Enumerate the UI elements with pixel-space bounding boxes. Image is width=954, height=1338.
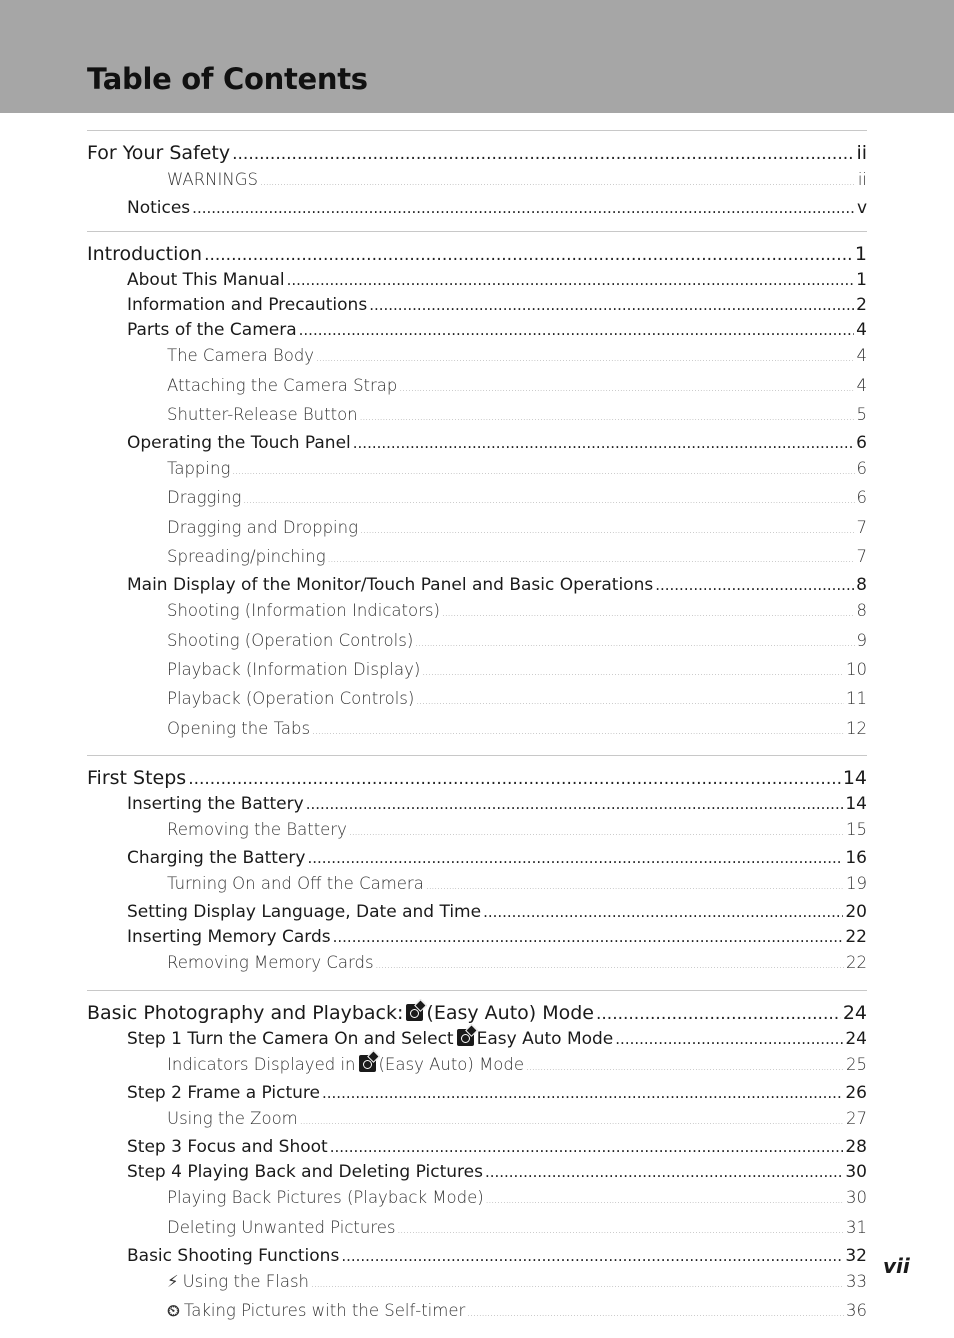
dot-leader — [596, 1002, 841, 1027]
toc-entry[interactable] — [87, 766, 867, 792]
toc-entry-title — [127, 846, 305, 871]
toc-entry-page: 25 — [846, 1054, 867, 1074]
dot-leader — [483, 900, 843, 925]
toc-entry-title — [127, 900, 481, 925]
toc-entry-title-text: Basic Photography and Playback: — [87, 1001, 404, 1024]
dot-leader — [485, 1160, 843, 1185]
toc-entry-title-text: Step 4 Playing Back and Deleting Pictures — [127, 1162, 483, 1183]
toc-entry[interactable] — [87, 657, 867, 686]
toc-entry-title-text: WARNINGS — [167, 170, 258, 189]
toc-entry-title-text: (Easy Auto) Mode — [378, 1054, 525, 1074]
toc-entry-page: 19 — [846, 874, 867, 894]
toc-entry-page: 28 — [845, 1137, 867, 1158]
toc-entry-title-text: (Easy Auto) Mode — [426, 1001, 594, 1024]
toc-entry-title — [127, 293, 367, 318]
dot-leader — [349, 821, 844, 846]
dot-leader — [360, 519, 855, 544]
toc-entry-page: 22 — [846, 953, 867, 973]
toc-entry[interactable] — [87, 1106, 867, 1135]
toc-entry-title — [167, 871, 424, 896]
toc-entry-title-text: Playing Back Pictures (Playback Mode) — [167, 1188, 484, 1208]
toc-entry[interactable] — [87, 318, 867, 343]
toc-entry-title-text: Shooting (Operation Controls) — [167, 630, 414, 650]
toc-entry[interactable] — [87, 1081, 867, 1106]
toc-entry-title-text: Shutter-Release Button — [167, 404, 358, 424]
toc-entry[interactable] — [87, 373, 867, 402]
toc-entry[interactable] — [87, 1135, 867, 1160]
toc-entry-title — [127, 1160, 483, 1185]
dot-leader — [260, 171, 856, 196]
toc-entry-page: 24 — [845, 1028, 867, 1049]
toc-entry-title — [127, 1244, 339, 1269]
dot-leader — [369, 293, 854, 318]
toc-entry-title — [127, 268, 285, 293]
dot-leader — [398, 1219, 844, 1244]
toc-entry-title-text: Removing Memory Cards — [167, 953, 374, 973]
toc-entry[interactable] — [87, 925, 867, 950]
dot-leader — [306, 792, 844, 817]
toc-entry-page: 16 — [845, 848, 867, 869]
toc-entry-page: 31 — [846, 1217, 867, 1237]
toc-entry-page: 11 — [846, 689, 867, 709]
toc-entry-page: 12 — [846, 718, 867, 738]
toc-entry-title — [167, 167, 258, 192]
toc-entry-page: 36 — [846, 1301, 867, 1321]
dot-leader — [328, 548, 855, 573]
toc-entry-title — [167, 716, 310, 741]
toc-entry[interactable] — [87, 573, 867, 598]
dot-leader — [655, 573, 854, 598]
toc-entry-page: ii — [856, 142, 867, 164]
toc-entry-title-text: Shooting (Information Indicators) — [167, 601, 440, 621]
toc-entry-page: 30 — [846, 1188, 867, 1208]
toc-entry[interactable] — [87, 343, 867, 372]
dot-leader — [307, 846, 843, 871]
toc-section — [87, 755, 867, 990]
dot-leader — [426, 875, 844, 900]
toc-entry-title — [87, 141, 230, 166]
toc-entry-title — [167, 1052, 524, 1077]
dot-leader — [360, 406, 855, 431]
toc-entry-title-text: Indicators Displayed in — [167, 1054, 356, 1074]
toc-entry-title-text: Easy Auto Mode — [476, 1028, 614, 1049]
toc-entry-title-text: Basic Shooting Functions — [127, 1245, 340, 1266]
toc-entry-title-text: Using the Zoom — [167, 1109, 298, 1129]
toc-entry[interactable] — [87, 431, 867, 456]
toc-entry-title — [167, 657, 420, 682]
toc-entry-title — [167, 373, 397, 398]
toc-entry[interactable] — [87, 196, 867, 221]
toc-entry-page: 7 — [856, 517, 867, 537]
toc-entry-title — [167, 1269, 309, 1294]
toc-entry-title-text: Dragging and Dropping — [167, 517, 358, 537]
dot-leader — [330, 1135, 844, 1160]
toc-entry-title-text: Inserting Memory Cards — [127, 927, 331, 948]
toc-entry-title-text: Information and Precautions — [127, 295, 368, 316]
toc-entry-page: 8 — [856, 601, 867, 621]
toc-entry-title — [167, 1185, 484, 1210]
dot-leader — [232, 142, 854, 167]
toc-entry[interactable] — [87, 1244, 867, 1269]
easy-auto-mode-icon — [359, 1055, 376, 1072]
dot-leader — [422, 661, 844, 686]
page-title: Table of Contents — [87, 62, 368, 96]
toc-entry-title — [127, 573, 653, 598]
toc-entry[interactable] — [87, 817, 867, 846]
toc-entry[interactable] — [87, 268, 867, 293]
toc-entry[interactable] — [87, 871, 867, 900]
dot-leader — [287, 268, 855, 293]
toc-entry[interactable] — [87, 544, 867, 573]
toc-entry-page: 1 — [856, 270, 867, 291]
dot-leader — [243, 489, 854, 514]
toc-entry[interactable] — [87, 1185, 867, 1214]
toc-entry-title — [127, 1027, 613, 1052]
toc-entry-page: 2 — [856, 295, 867, 316]
toc-entry[interactable] — [87, 293, 867, 318]
toc-entry-title — [167, 686, 414, 711]
dot-leader — [486, 1189, 844, 1214]
toc-entry-title — [167, 402, 358, 427]
page-number: vii — [883, 1254, 910, 1278]
dot-leader — [467, 1302, 844, 1327]
toc-entry-title-text: Turning On and Off the Camera — [167, 874, 424, 894]
toc-entry-title-text: Opening the Tabs — [167, 718, 311, 738]
toc-entry-title-text: The Camera Body — [167, 346, 315, 366]
toc-entry-title — [167, 1106, 298, 1131]
table-of-contents — [87, 130, 867, 1338]
toc-entry-title-text: Step 2 Frame a Picture — [127, 1083, 320, 1104]
toc-entry-title — [127, 925, 331, 950]
toc-entry-title-text: Notices — [127, 198, 191, 219]
toc-entry-title-text: Introduction — [87, 243, 203, 266]
toc-entry-page: 4 — [856, 375, 867, 395]
toc-entry-page: 6 — [856, 459, 867, 479]
toc-entry[interactable] — [87, 402, 867, 431]
toc-entry-page: 27 — [846, 1109, 867, 1129]
toc-entry-page: 26 — [845, 1083, 867, 1104]
toc-entry-page: 5 — [856, 404, 867, 424]
toc-entry-title-text: First Steps — [87, 766, 187, 789]
toc-entry-page: 9 — [856, 630, 867, 650]
toc-entry-title-text: Deleting Unwanted Pictures — [167, 1217, 396, 1237]
self-timer-icon: ⏲ — [167, 1301, 180, 1321]
toc-entry-title-text: Spreading/pinching — [167, 547, 326, 567]
toc-entry-title-text: Attaching the Camera Strap — [167, 375, 398, 395]
toc-entry-title — [87, 242, 202, 267]
toc-entry[interactable] — [87, 141, 867, 167]
toc-section — [87, 231, 867, 755]
toc-entry-title-text: Dragging — [167, 488, 242, 508]
toc-entry-page: ii — [857, 170, 867, 189]
toc-entry-title — [167, 817, 347, 842]
toc-entry[interactable] — [87, 598, 867, 627]
toc-entry-title-text: About This Manual — [127, 270, 285, 291]
toc-entry[interactable] — [87, 792, 867, 817]
toc-entry-title-text: Operating the Touch Panel — [127, 433, 351, 454]
toc-entry-page: 30 — [845, 1162, 867, 1183]
toc-entry[interactable] — [87, 900, 867, 925]
toc-entry-title-text: Removing the Battery — [167, 819, 347, 839]
toc-entry-title — [167, 515, 358, 540]
dot-leader — [232, 460, 854, 485]
toc-entry-page: 4 — [856, 346, 867, 366]
flash-icon: ⚡ — [167, 1271, 179, 1291]
toc-entry-page: 24 — [842, 1001, 867, 1024]
toc-entry[interactable] — [87, 1001, 867, 1027]
toc-entry[interactable] — [87, 1269, 867, 1298]
toc-entry-title — [127, 1135, 328, 1160]
dot-leader — [415, 632, 854, 657]
toc-entry-title-text: Playback (Operation Controls) — [167, 689, 415, 709]
toc-entry-page: 14 — [842, 766, 867, 789]
toc-entry[interactable] — [87, 1215, 867, 1244]
toc-entry-page: 14 — [845, 793, 867, 814]
toc-entry-title-text: Step 3 Focus and Shoot — [127, 1137, 328, 1158]
dot-leader — [322, 1081, 843, 1106]
toc-entry-page: 20 — [845, 902, 867, 923]
toc-entry-title-text: Setting Display Language, Date and Time — [127, 902, 482, 923]
toc-entry[interactable] — [87, 628, 867, 657]
toc-entry-page: 6 — [856, 433, 867, 454]
dot-leader — [192, 196, 855, 221]
toc-entry-page: 1 — [854, 243, 867, 266]
dot-leader — [311, 1273, 844, 1298]
dot-leader — [312, 720, 844, 745]
toc-entry-title — [167, 598, 440, 623]
toc-entry-title-text: Playback (Information Display) — [167, 659, 421, 679]
toc-entry-page: 32 — [845, 1245, 867, 1266]
toc-entry[interactable] — [87, 1298, 867, 1327]
toc-entry-title — [167, 544, 326, 569]
toc-entry-title — [167, 456, 230, 481]
toc-section — [87, 130, 867, 231]
toc-entry[interactable] — [87, 485, 867, 514]
toc-entry-title — [127, 431, 351, 456]
toc-entry-page: 22 — [845, 927, 867, 948]
dot-leader — [416, 690, 844, 715]
toc-entry[interactable] — [87, 686, 867, 715]
toc-entry[interactable] — [87, 716, 867, 745]
toc-entry[interactable] — [87, 456, 867, 485]
toc-entry-page: v — [856, 198, 867, 219]
easy-auto-mode-icon — [406, 1004, 423, 1021]
toc-entry-title-text: Taking Pictures with the Self-timer — [183, 1301, 466, 1321]
dot-leader — [442, 602, 855, 627]
toc-entry[interactable] — [87, 1160, 867, 1185]
dot-leader — [376, 954, 844, 979]
toc-entry-title — [167, 950, 374, 975]
toc-entry-title — [167, 485, 241, 510]
toc-entry-title — [87, 1001, 594, 1026]
toc-entry-page: 33 — [846, 1271, 867, 1291]
toc-entry-page: 15 — [846, 819, 867, 839]
dot-leader — [333, 925, 844, 950]
dot-leader — [204, 243, 853, 268]
toc-entry-title — [87, 766, 186, 791]
toc-entry-page: 4 — [856, 320, 867, 341]
dot-leader — [615, 1027, 843, 1052]
toc-entry[interactable] — [87, 242, 867, 268]
toc-entry-title-text: Using the Flash — [182, 1271, 310, 1291]
dot-leader — [316, 347, 854, 372]
dot-leader — [399, 377, 854, 402]
toc-entry-title — [167, 343, 314, 368]
toc-entry-title — [167, 1298, 465, 1323]
toc-entry-title-text: Charging the Battery — [127, 848, 306, 869]
toc-entry-page: 6 — [856, 488, 867, 508]
toc-entry-title — [127, 1081, 320, 1106]
toc-entry-title-text: Inserting the Battery — [127, 793, 304, 814]
toc-entry-page: 7 — [856, 547, 867, 567]
toc-entry-title-text: For Your Safety — [87, 142, 231, 164]
toc-entry-title — [127, 318, 297, 343]
toc-entry-title-text: Tapping — [167, 459, 231, 479]
toc-entry[interactable] — [87, 515, 867, 544]
toc-entry[interactable] — [87, 950, 867, 979]
toc-entry[interactable] — [87, 846, 867, 871]
dot-leader — [353, 431, 854, 456]
dot-leader — [299, 318, 855, 343]
toc-entry-page: 10 — [846, 659, 867, 679]
toc-entry[interactable] — [87, 167, 867, 196]
toc-entry[interactable] — [87, 1052, 867, 1081]
toc-entry-title — [127, 792, 304, 817]
toc-entry-title — [167, 628, 413, 653]
toc-entry-page: 8 — [856, 575, 867, 596]
toc-section — [87, 990, 867, 1338]
toc-entry[interactable] — [87, 1027, 867, 1052]
dot-leader — [300, 1110, 844, 1135]
dot-leader — [188, 767, 841, 792]
toc-entry-title-text: Step 1 Turn the Camera On and Select — [127, 1028, 454, 1049]
toc-entry-title — [167, 1215, 396, 1240]
toc-entry-title — [127, 196, 190, 221]
toc-entry-title-text: Main Display of the Monitor/Touch Panel and Basic Operations — [127, 575, 654, 596]
easy-auto-mode-icon — [457, 1029, 474, 1046]
toc-entry-title-text: Parts of the Camera — [127, 320, 297, 341]
dot-leader — [341, 1244, 843, 1269]
dot-leader — [526, 1056, 844, 1081]
